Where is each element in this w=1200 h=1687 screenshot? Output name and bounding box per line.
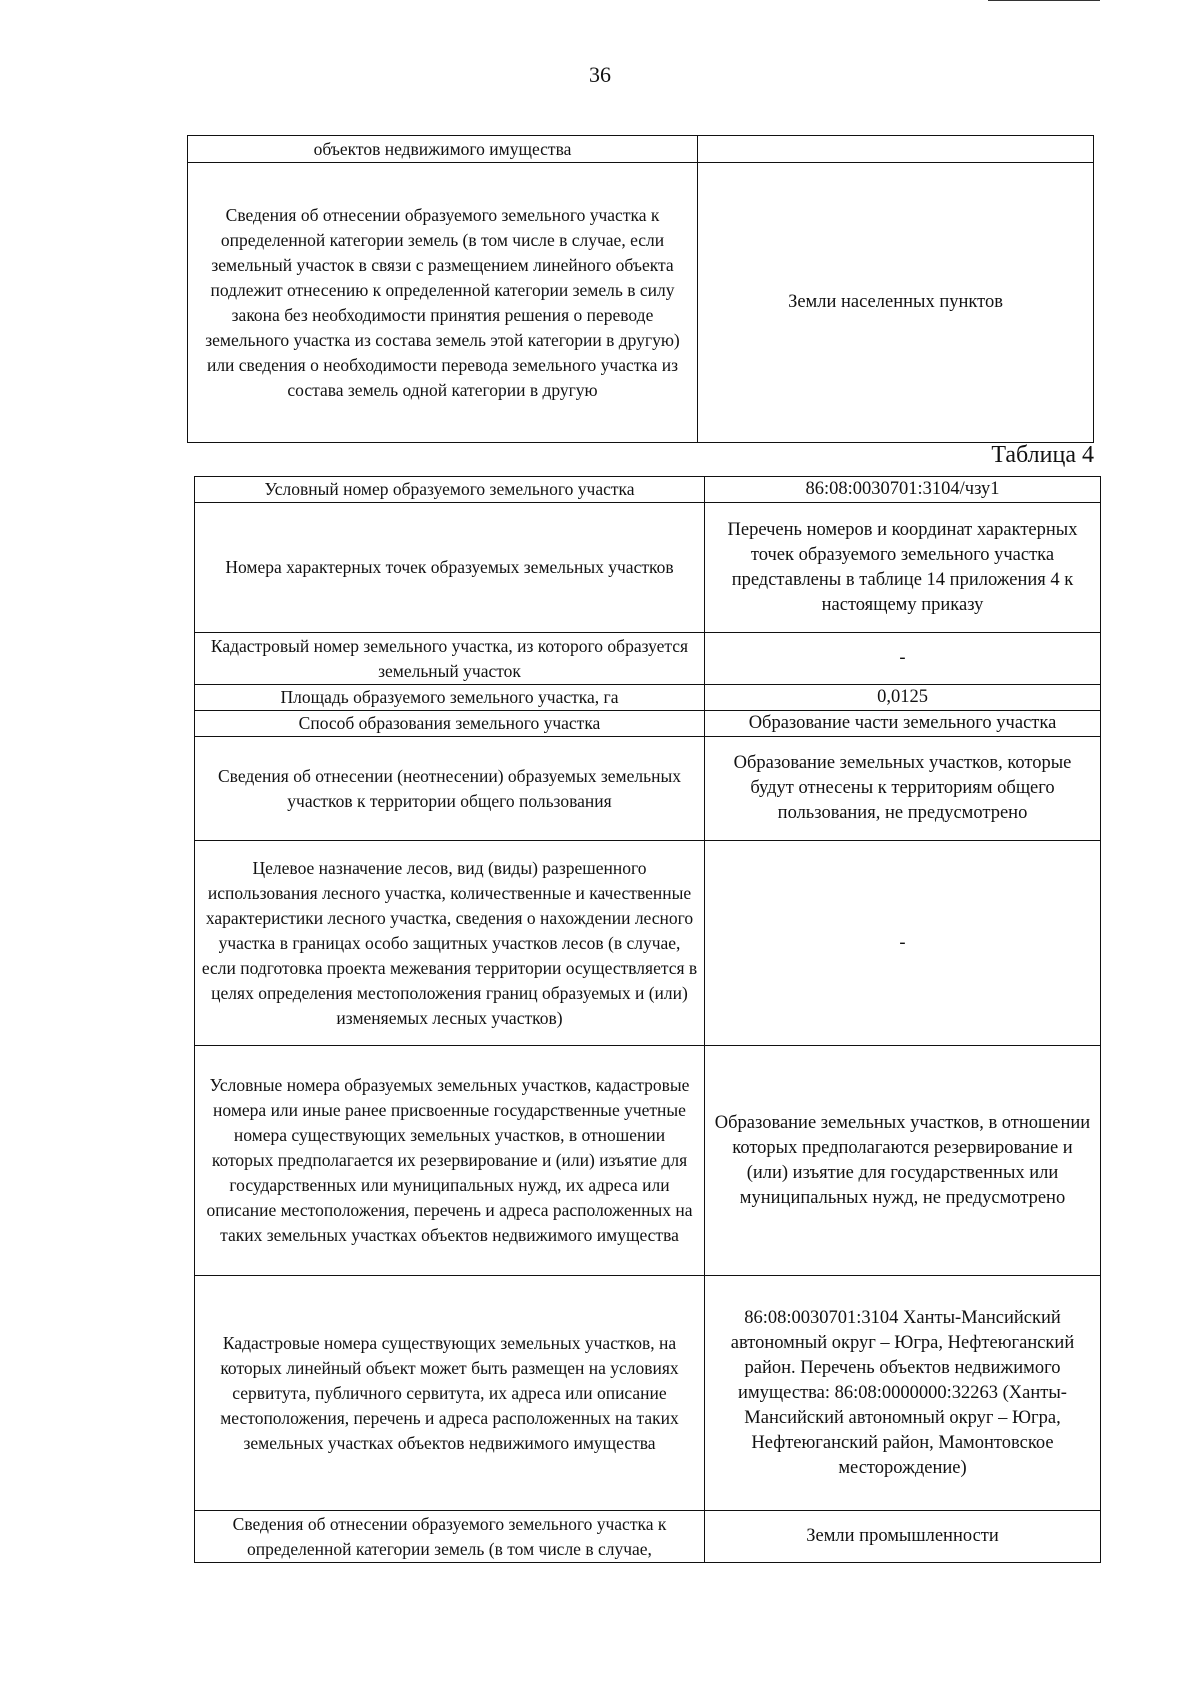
row-value: Образование части земельного участка bbox=[705, 711, 1101, 737]
table-row bbox=[188, 136, 1094, 163]
table-row bbox=[195, 737, 1101, 841]
row-label: Кадастровые номера существующих земельных участков, на которых линейный объект может быть размещен на условиях сервитута, публичного сервитута, их адреса или описание местоположения, перечень и адреса расположенных на таких земельных участках объектов недвижимого имущества bbox=[195, 1276, 705, 1511]
row-value: Земли промышленности bbox=[705, 1511, 1101, 1563]
table-row bbox=[195, 503, 1101, 633]
row-value: - bbox=[705, 841, 1101, 1046]
row-value: 0,0125 bbox=[705, 685, 1101, 711]
row-label: Сведения об отнесении образуемого земельного участка к определенной категории земель (в том числе в случае, bbox=[195, 1511, 705, 1563]
row-value: Образование земельных участков, в отношении которых предполагаются резервирование и (или) изъятие для государственных или муниципальных нужд, не предусмотрено bbox=[705, 1046, 1101, 1276]
row-value: 86:08:0030701:3104 Ханты-Мансийский автономный округ – Югра, Нефтеюганский район. Перечень объектов недвижимого имущества: 86:08:0000000:32263 (Ханты-Мансийский автономный округ – Югра, Нефтеюганский район, Мамонтовское месторождение) bbox=[705, 1276, 1101, 1511]
row-value: Образование земельных участков, которые будут отнесены к территориям общего пользования, не предусмотрено bbox=[705, 737, 1101, 841]
table-caption: Таблица 4 bbox=[991, 442, 1094, 468]
row-label: Кадастровый номер земельного участка, из которого образуется земельный участок bbox=[195, 633, 705, 685]
row-label: Площадь образуемого земельного участка, га bbox=[195, 685, 705, 711]
table-row bbox=[195, 633, 1101, 685]
page-number: 36 bbox=[589, 62, 611, 87]
row-value: Земли населенных пунктов bbox=[698, 163, 1094, 443]
table-row bbox=[195, 1276, 1101, 1511]
row-value: Перечень номеров и координат характерных точек образуемого земельного участка представлены в таблице 14 приложения 4 к настоящему приказу bbox=[705, 503, 1101, 633]
row-label: объектов недвижимого имущества bbox=[188, 136, 698, 163]
table-row bbox=[195, 711, 1101, 737]
table-4 bbox=[194, 476, 1101, 1563]
table-row bbox=[195, 841, 1101, 1046]
row-label: Условные номера образуемых земельных участков, кадастровые номера или иные ранее присвоенные государственные учетные номера существующих земельных участков, в отношении которых предполагается их резервирование и (или) изъятие для государственных или муниципальных нужд, их адреса или описание местоположения, перечень и адреса расположенных на таких земельных участках объектов недвижимого имущества bbox=[195, 1046, 705, 1276]
row-label: Номера характерных точек образуемых земельных участков bbox=[195, 503, 705, 633]
row-value bbox=[698, 136, 1094, 163]
table-row bbox=[195, 685, 1101, 711]
row-value: 86:08:0030701:3104/чзу1 bbox=[705, 477, 1101, 503]
row-label: Сведения об отнесении (неотнесении) образуемых земельных участков к территории общего пользования bbox=[195, 737, 705, 841]
row-label: Способ образования земельного участка bbox=[195, 711, 705, 737]
top-right-rule bbox=[988, 0, 1100, 1]
table-row bbox=[195, 477, 1101, 503]
table-row bbox=[188, 163, 1094, 443]
row-label: Сведения об отнесении образуемого земельного участка к определенной категории земель (в том числе в случае, если земельный участок в связи с размещением линейного объекта подлежит отнесению к определенной категории земель в силу закона без необходимости принятия решения о переводе земельного участка из состава земель этой категории в другую) или сведения о необходимости перевода земельного участка из состава земель одной категории в другую bbox=[188, 163, 698, 443]
continuation-table bbox=[187, 135, 1094, 443]
row-value: - bbox=[705, 633, 1101, 685]
table-row bbox=[195, 1511, 1101, 1563]
row-label: Условный номер образуемого земельного участка bbox=[195, 477, 705, 503]
row-label: Целевое назначение лесов, вид (виды) разрешенного использования лесного участка, количественные и качественные характеристики лесного участка, сведения о нахождении лесного участка в границах особо защитных участков лесов (в случае, если подготовка проекта межевания территории осуществляется в целях определения местоположения границ образуемых и (или) изменяемых лесных участков) bbox=[195, 841, 705, 1046]
table-row bbox=[195, 1046, 1101, 1276]
